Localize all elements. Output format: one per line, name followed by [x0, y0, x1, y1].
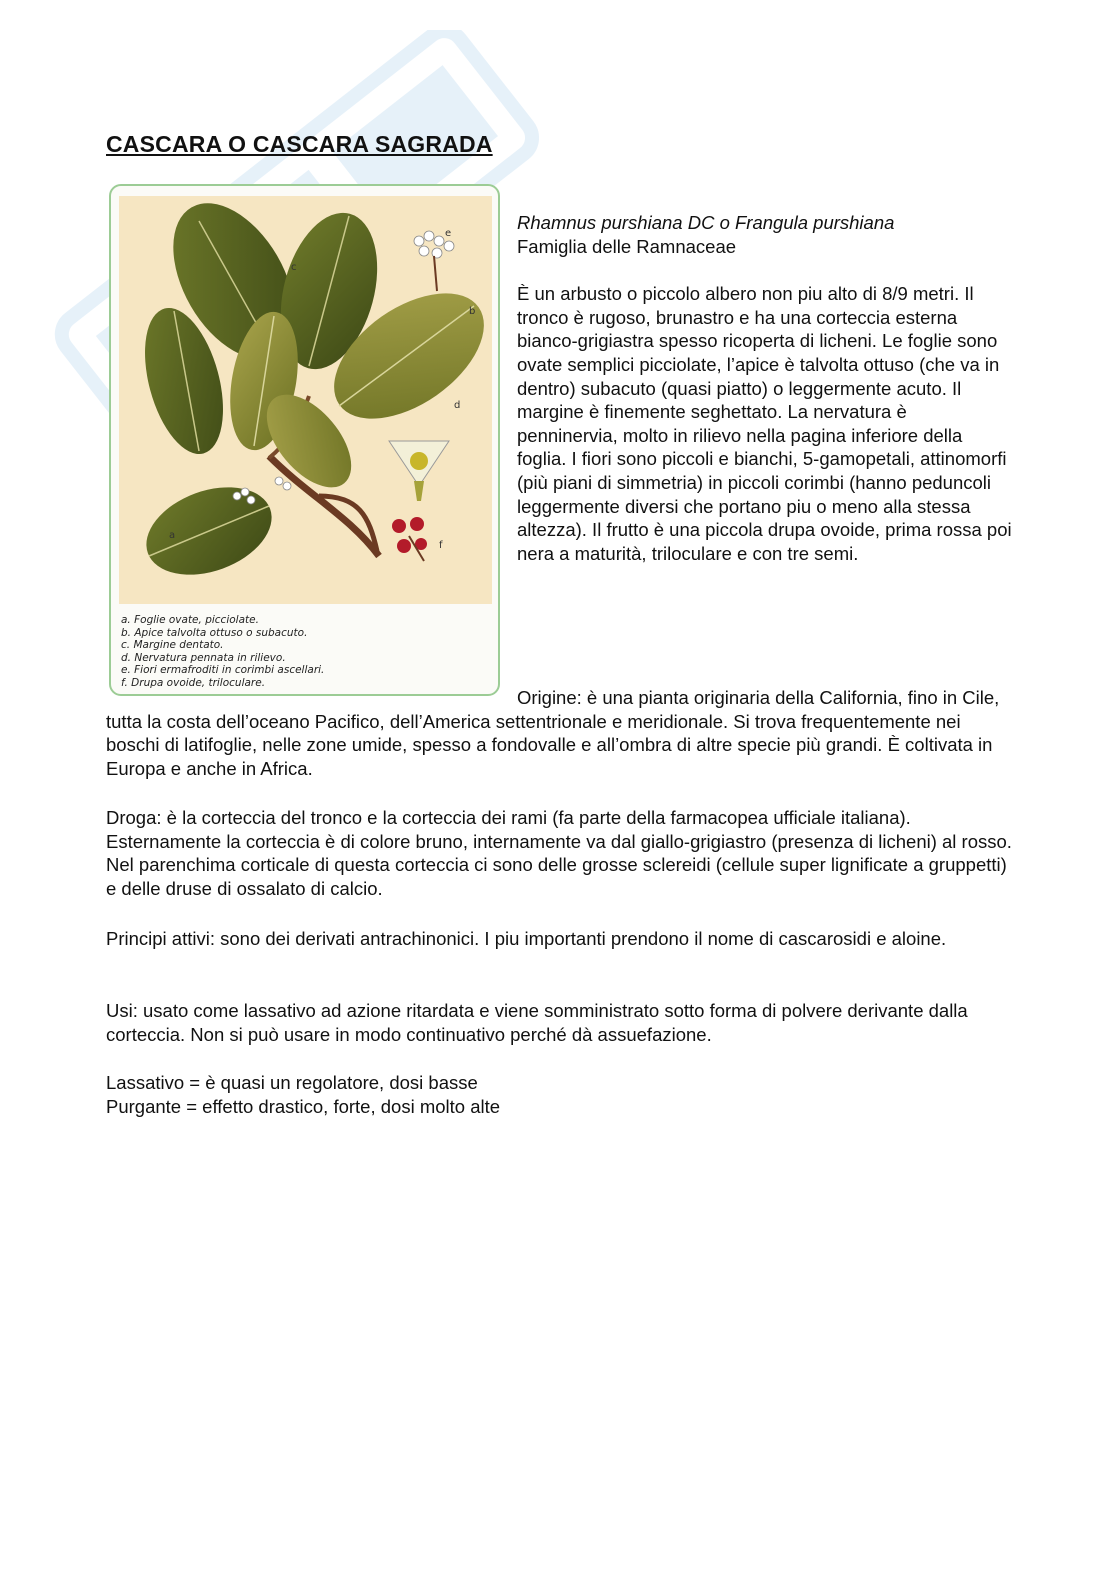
description-paragraph: È un arbusto o piccolo albero non piu alto di 8/9 metri. Il tronco è rugoso, brunastro e ha una corteccia esterna bianco-grigiastra spesso ricoperta di licheni. Le foglie sono ovate semplici picciolate, l’apice è talvolta ottuso (che va in dentro) subacuto (quasi piatto) o leggermente acuto. Il margine è finemente seghettato. La nervatura è penninervia, molto in rilievo nella pagina inferiore della foglia. I fiori sono piccoli e bianchi, 5-gamopetali, attinomorfi (più piani di simmetria) in piccoli corimbi (hanno peduncoli leggermente diversi che portano piu o meno alla stessa altezza). Il frutto è una piccola drupa ovoide, prima rossa poi nera a maturità, triloculare e con tre semi. [517, 283, 1012, 564]
botanical-illustration [119, 196, 492, 604]
label-b: b [469, 306, 476, 317]
legend-item: a. Foglie ovate, picciolate. [121, 614, 259, 626]
active-paragraph: Principi attivi: sono dei derivati antrachinonici. I piu importanti prendono il nome di cascarosidi e aloine. [106, 928, 947, 949]
origin-paragraph: Origine: è una pianta originaria della California, fino in Cile, tutta la costa dell’oceano Pacifico, dell’America settentrionale e meridionale. Si trova frequentemente nei boschi di latifoglie, nelle zone umide, spesso a fondovalle e all’ombra di altre specie più grandi. È coltivata in Europa e anche in Africa. [106, 687, 1000, 779]
uses-block [106, 999, 1016, 1046]
legend-item: c. Margine dentato. [121, 639, 224, 651]
legend-item: e. Fiori ermafroditi in corimbi ascellari. [121, 664, 325, 676]
label-c: c [291, 262, 297, 273]
legend-item: b. Apice talvolta ottuso o subacuto. [121, 626, 308, 639]
leaf-lower-left [134, 471, 284, 591]
figure-legend [121, 614, 491, 689]
definition-laxative: Lassativo = è quasi un regolatore, dosi basse [106, 1072, 478, 1093]
label-d: d [454, 400, 461, 411]
species-name: Rhamnus purshiana DC o Frangula purshiana [517, 212, 895, 233]
flower-detail [389, 441, 449, 501]
legend-item: f. Drupa ovoide, triloculare. [121, 676, 266, 689]
origin-block [106, 686, 1016, 780]
definitions-block [106, 1071, 1016, 1118]
definition-purgative: Purgante = effetto drastico, forte, dosi molto alte [106, 1095, 501, 1117]
label-a: a [169, 530, 176, 541]
legend-item: d. Nervatura pennata in rilievo. [121, 651, 286, 664]
drug-block [106, 806, 1016, 900]
side-text [517, 211, 1012, 565]
drug-paragraph: Droga: è la corteccia del tronco e la corteccia dei rami (fa parte della farmacopea ufficiale italiana). Esternamente la corteccia è di colore bruno, internamente va dal giallo-grigiastro (presenza di licheni) al rosso. Nel parenchima corticale di questa corteccia ci sono delle grosse sclereidi (cellule super lignificate a gruppetti) e delle druse di ossalato di calcio. [106, 807, 1012, 899]
uses-paragraph: Usi: usato come lassativo ad azione ritardata e viene somministrato sotto forma di polvere derivante dalla corteccia. Non si può usare in modo continuativo perché dà assuefazione. [106, 1000, 968, 1045]
page-title: CASCARA O CASCARA SAGRADA [106, 131, 493, 157]
botanical-figure [109, 184, 500, 696]
label-e: e [445, 228, 452, 239]
label-f: f [439, 540, 443, 551]
active-block [106, 927, 1016, 951]
family-name: Famiglia delle Ramnaceae [517, 235, 737, 257]
fruit-drupes [392, 517, 427, 553]
